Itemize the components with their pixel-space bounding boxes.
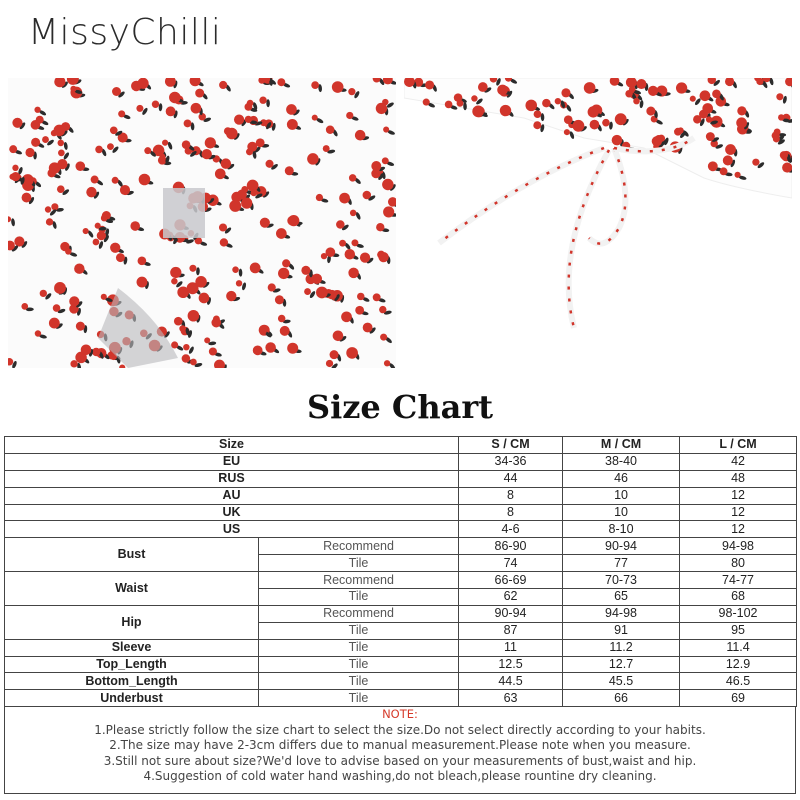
- tie-string: [589, 148, 625, 244]
- note-line: 4.Suggestion of cold water hand washing,do not bleach,please rountine dry cleaning.: [143, 769, 657, 783]
- measure-type: Tile: [259, 622, 459, 639]
- table-cell: 44: [459, 470, 563, 487]
- row-label: Sleeve: [5, 639, 259, 656]
- table-cell: 95: [680, 622, 797, 639]
- table-header-row: [5, 437, 797, 454]
- table-cell: 11.4: [680, 639, 797, 656]
- row-label: Bottom_Length: [5, 673, 259, 690]
- table-row: [5, 656, 797, 673]
- brand-logo: MissyChilli: [28, 12, 222, 53]
- note-line: 2.The size may have 2-3cm differs due to manual measurement.Please note when you measure.: [109, 738, 691, 752]
- table-cell: 12: [680, 504, 797, 521]
- header-size-col: L / CM: [680, 437, 797, 454]
- table-cell: 90-94: [459, 605, 563, 622]
- note-line: 3.Still not sure about size?We'd love to advise based on your measurements of bust,waist and hip.: [103, 753, 697, 768]
- row-label: Waist: [5, 572, 259, 606]
- table-cell: 98-102: [680, 605, 797, 622]
- table-cell: 62: [459, 589, 563, 606]
- table-cell: 4-6: [459, 521, 563, 538]
- table-cell: 86-90: [459, 538, 563, 555]
- table-row: [5, 521, 797, 538]
- table-cell: 74-77: [680, 572, 797, 589]
- table-cell: 8: [459, 487, 563, 504]
- row-label: Underbust: [5, 690, 259, 707]
- notes-box: [4, 706, 796, 794]
- table-cell: 91: [563, 622, 680, 639]
- table-cell: 34-36: [459, 453, 563, 470]
- header-size: Size: [5, 437, 459, 454]
- garment-label: [163, 188, 205, 238]
- table-row: [5, 470, 797, 487]
- measure-type: Recommend: [259, 605, 459, 622]
- table-row: [5, 504, 797, 521]
- table-cell: 69: [680, 690, 797, 707]
- table-row: [5, 605, 797, 622]
- row-label: US: [5, 521, 459, 538]
- measure-type: Tile: [259, 589, 459, 606]
- table-cell: 68: [680, 589, 797, 606]
- table-cell: 44.5: [459, 673, 563, 690]
- table-cell: 45.5: [563, 673, 680, 690]
- table-cell: 94-98: [680, 538, 797, 555]
- row-label: Hip: [5, 605, 259, 639]
- table-cell: 12.7: [563, 656, 680, 673]
- table-cell: 74: [459, 555, 563, 572]
- note-line: 1.Please strictly follow the size chart to select the size.Do not select directly according to your habits.: [94, 722, 706, 737]
- header-size-col: S / CM: [459, 437, 563, 454]
- measure-type: Tile: [259, 639, 459, 656]
- table-cell: 70-73: [563, 572, 680, 589]
- table-row: [5, 453, 797, 470]
- row-label: AU: [5, 487, 459, 504]
- table-cell: 65: [563, 589, 680, 606]
- table-row: [5, 487, 797, 504]
- table-row: [5, 572, 797, 589]
- table-cell: 38-40: [563, 453, 680, 470]
- product-photo-right: [404, 78, 792, 368]
- table-row: [5, 673, 797, 690]
- table-cell: 8: [459, 504, 563, 521]
- table-cell: 12: [680, 487, 797, 504]
- table-cell: 63: [459, 690, 563, 707]
- table-cell: 10: [563, 487, 680, 504]
- table-cell: 12.5: [459, 656, 563, 673]
- row-label: UK: [5, 504, 459, 521]
- table-cell: 46: [563, 470, 680, 487]
- measure-type: Tile: [259, 656, 459, 673]
- table-cell: 77: [563, 555, 680, 572]
- table-cell: 46.5: [680, 673, 797, 690]
- table-cell: 11.2: [563, 639, 680, 656]
- floral-fabric-image: [8, 78, 396, 368]
- measure-type: Tile: [259, 690, 459, 707]
- size-chart-table: [4, 436, 797, 707]
- table-cell: 87: [459, 622, 563, 639]
- table-cell: 90-94: [563, 538, 680, 555]
- row-label: Top_Length: [5, 656, 259, 673]
- row-label: EU: [5, 453, 459, 470]
- table-cell: 12: [680, 521, 797, 538]
- measure-type: Recommend: [259, 572, 459, 589]
- size-chart-title: Size Chart: [306, 388, 494, 426]
- row-label: Bust: [5, 538, 259, 572]
- table-cell: 8-10: [563, 521, 680, 538]
- measure-type: Tile: [259, 673, 459, 690]
- tie-string: [439, 148, 604, 243]
- table-cell: 80: [680, 555, 797, 572]
- table-cell: 66-69: [459, 572, 563, 589]
- measure-type: Tile: [259, 555, 459, 572]
- table-cell: 42: [680, 453, 797, 470]
- table-cell: 11: [459, 639, 563, 656]
- table-cell: 10: [563, 504, 680, 521]
- table-cell: 66: [563, 690, 680, 707]
- table-cell: 12.9: [680, 656, 797, 673]
- measure-type: Recommend: [259, 538, 459, 555]
- header-size-col: M / CM: [563, 437, 680, 454]
- table-cell: 48: [680, 470, 797, 487]
- table-row: [5, 538, 797, 555]
- floral-tie-image: [404, 78, 792, 368]
- product-photo-left: [8, 78, 396, 368]
- notes-heading: NOTE:: [382, 707, 418, 721]
- table-row: [5, 690, 797, 707]
- table-cell: 94-98: [563, 605, 680, 622]
- table-row: [5, 639, 797, 656]
- row-label: RUS: [5, 470, 459, 487]
